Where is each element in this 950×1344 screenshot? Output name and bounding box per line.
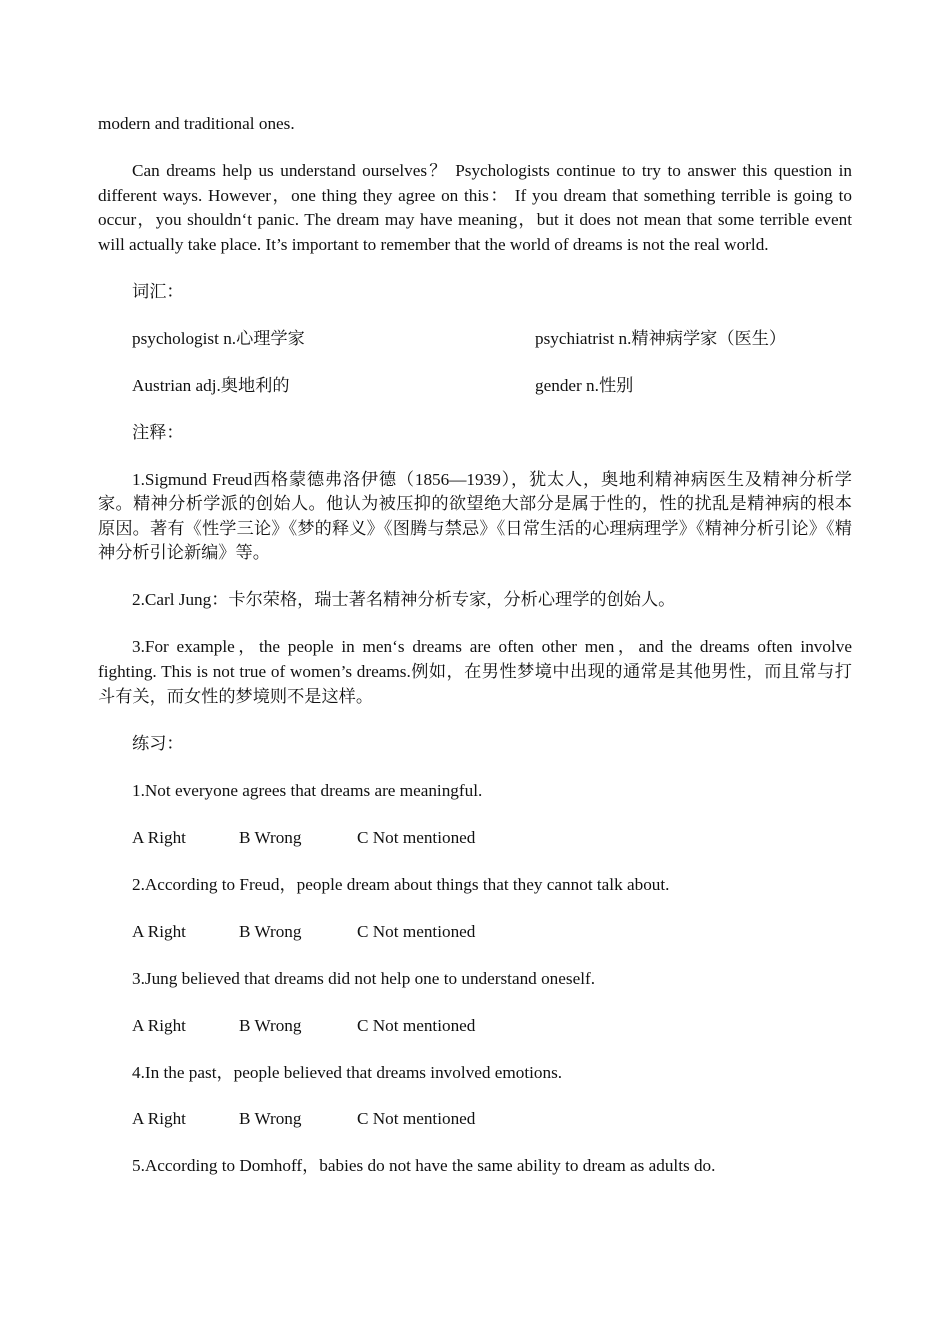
option-c[interactable]: C Not mentioned	[357, 1109, 476, 1129]
option-c[interactable]: C Not mentioned	[357, 1015, 476, 1035]
answer-options	[98, 1107, 852, 1132]
answer-options	[98, 1014, 852, 1039]
question-text: 3.Jung believed that dreams did not help one to understand oneself.	[132, 968, 595, 988]
vocab-term: psychologist n.心理学家	[132, 328, 305, 348]
option-a[interactable]: A Right	[132, 1109, 186, 1129]
vocab-term: psychiatrist n.精神病学家（医生）	[535, 328, 787, 348]
option-b[interactable]: B Wrong	[239, 827, 302, 847]
body-paragraph: Can dreams help us understand ourselves？ Psychologists continue to try to answer this question in different ways. However，one thing they agree on this： If you dream that something terrible is going to occur，you shouldn‘t panic. The dream may have meaning，but it does not mean that some terrible event will actually take place. It’s important to remember that the world of dreams is not the real world.	[98, 160, 852, 254]
option-b[interactable]: B Wrong	[239, 1109, 302, 1129]
question-text: 2.According to Freud，people dream about things that they cannot talk about.	[132, 874, 670, 894]
option-c[interactable]: C Not mentioned	[357, 827, 476, 847]
question-text: 4.In the past，people believed that dreams involved emotions.	[132, 1062, 563, 1082]
vocab-term: gender n.性别	[535, 375, 634, 395]
option-b[interactable]: B Wrong	[239, 1015, 302, 1035]
question-text: 5.According to Domhoff，babies do not have the same ability to dream as adults do.	[132, 1156, 716, 1176]
option-a[interactable]: A Right	[132, 827, 186, 847]
option-a[interactable]: A Right	[132, 1015, 186, 1035]
vocab-heading: 词汇：	[132, 281, 184, 301]
option-c[interactable]: C Not mentioned	[357, 921, 476, 941]
option-a[interactable]: A Right	[132, 921, 186, 941]
answer-options	[98, 826, 852, 851]
note-item: 3.For example，the people in men‘s dreams are often other men，and the dreams often involve fighting. This is not true of women’s dreams.例如，在男性梦境中出现的通常是其他男性，而且常与打斗有关，而女性的梦境则不是这样。	[98, 637, 852, 706]
answer-options	[98, 920, 852, 945]
continuation-text: modern and traditional ones.	[98, 114, 295, 133]
notes-heading: 注释：	[132, 422, 184, 442]
note-item: 1.Sigmund Freud西格蒙德弗洛伊德（1856—1939），犹太人，奥地利精神病医生及精神分析学家。精神分析学派的创始人。他认为被压抑的欲望绝大部分是属于性的，性的扰乱是精神病的根本原因。著有《性学三论》《梦的释义》《图腾与禁忌》《日常生活的心理病理学》《精神分析引论》《精神分析引论新编》等。	[98, 469, 852, 563]
question-text: 1.Not everyone agrees that dreams are meaningful.	[132, 780, 483, 800]
vocab-term: Austrian adj.奥地利的	[132, 375, 290, 395]
exercises-heading: 练习：	[132, 733, 184, 753]
option-b[interactable]: B Wrong	[239, 921, 302, 941]
document-page	[98, 112, 852, 1201]
note-item: 2.Carl Jung：卡尔荣格，瑞士著名精神分析专家，分析心理学的创始人。	[132, 590, 676, 610]
vocab-row	[98, 327, 852, 352]
vocab-row	[98, 374, 852, 399]
